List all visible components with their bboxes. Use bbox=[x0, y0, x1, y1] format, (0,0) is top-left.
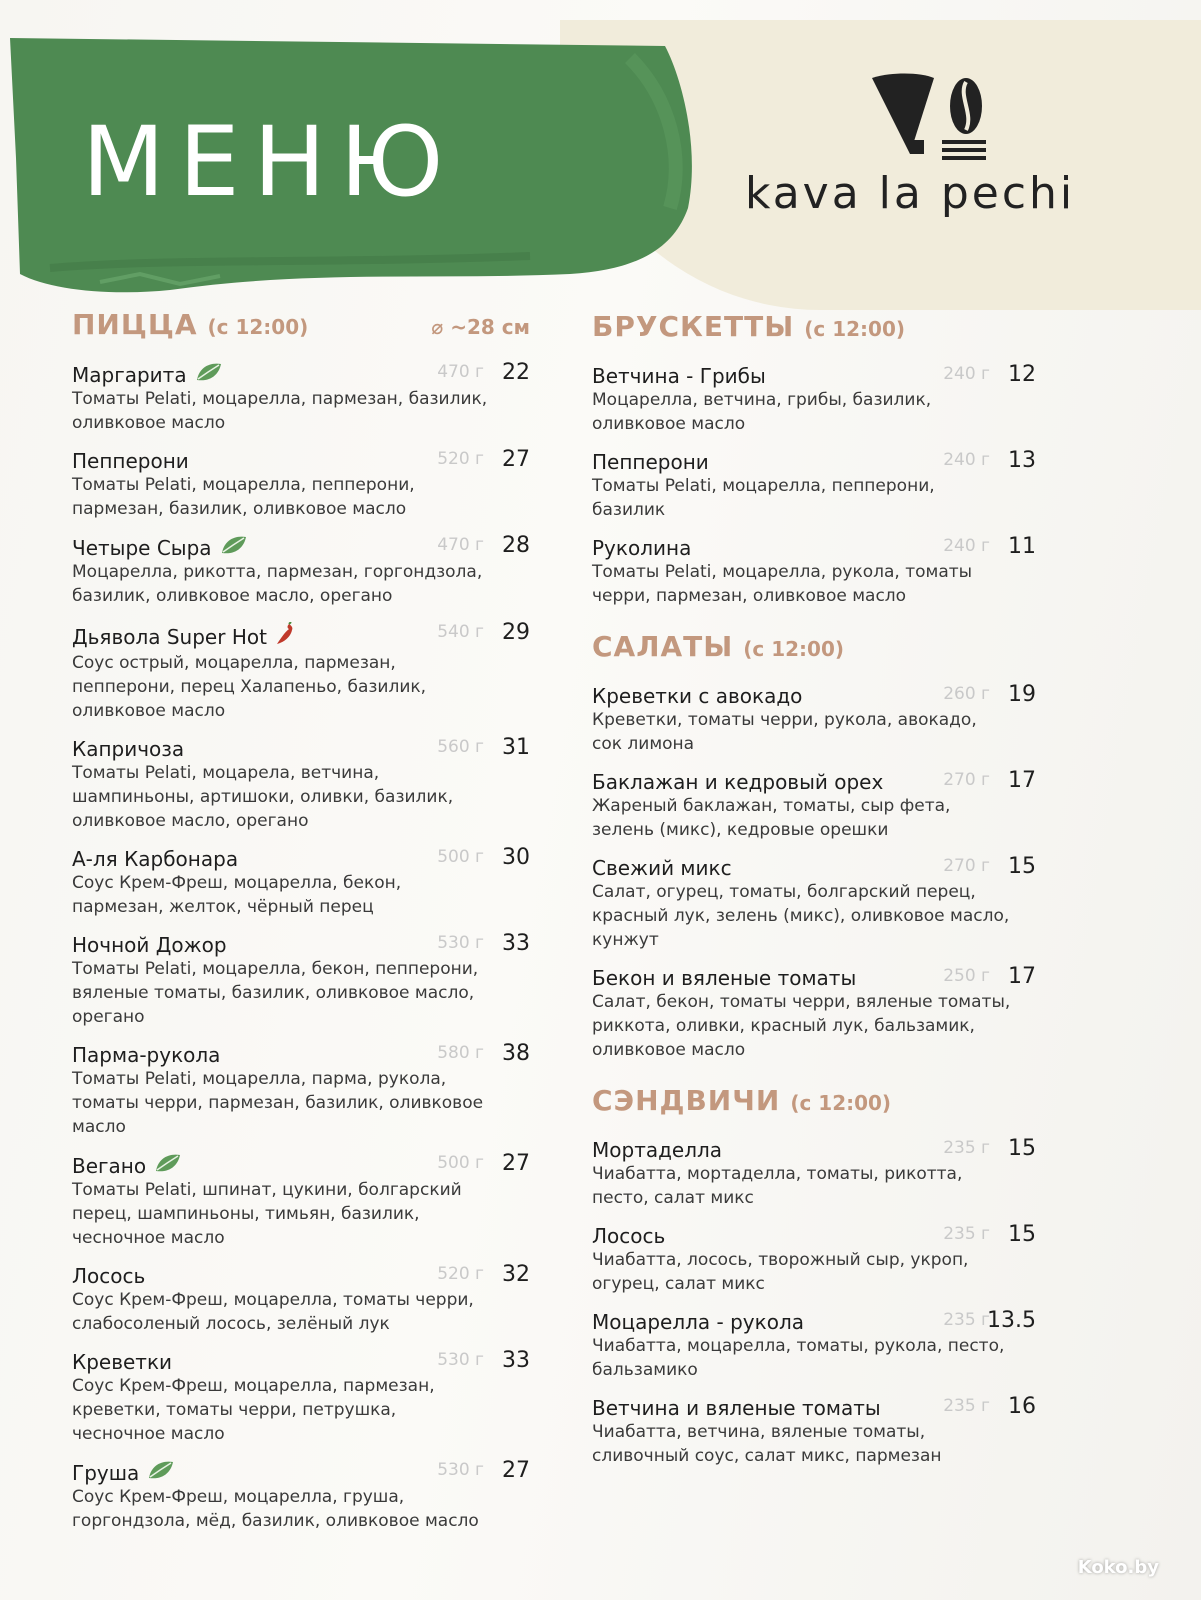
item-description: Томаты Pelati, моцарелла, парма, рукола, томаты черри, пармезан, базилик, оливковое масло bbox=[72, 1069, 484, 1137]
item-name bbox=[72, 449, 189, 473]
item-weight: 270 г bbox=[943, 770, 990, 790]
menu-item bbox=[592, 856, 1062, 952]
menu-item bbox=[592, 1310, 1062, 1382]
item-name bbox=[72, 1350, 172, 1374]
leaf-icon bbox=[154, 1153, 182, 1178]
item-name-text: Парма-рукола bbox=[72, 1043, 221, 1067]
bruschetta-section bbox=[592, 310, 1062, 608]
sandwiches-header bbox=[592, 1084, 1062, 1124]
salads-title: САЛАТЫ bbox=[592, 630, 734, 663]
item-description: Чиабатта, ветчина, вяленые томаты, сливочный соус, салат микс, пармезан bbox=[592, 1422, 942, 1466]
item-description: Соус Крем-Фреш, моцарелла, бекон, пармезан, желток, чёрный перец bbox=[72, 873, 402, 917]
chili-icon bbox=[275, 622, 295, 651]
item-name-text: Баклажан и кедровый орех bbox=[592, 770, 884, 794]
item-weight: 260 г bbox=[943, 684, 990, 704]
item-name bbox=[592, 1310, 804, 1334]
right-column bbox=[592, 310, 1062, 1490]
item-description: Томаты Pelati, моцарелла, рукола, томаты черри, пармезан, оливковое масло bbox=[592, 562, 973, 606]
salads-time: (с 12:00) bbox=[743, 637, 845, 661]
item-price: 15 bbox=[1008, 1222, 1036, 1247]
left-column bbox=[72, 308, 542, 1555]
item-weight: 520 г bbox=[437, 1264, 484, 1284]
item-price: 17 bbox=[1008, 964, 1036, 989]
pizza-coffee-logo-icon bbox=[870, 70, 1000, 170]
item-description: Соус Крем-Фреш, моцарелла, томаты черри, слабосоленый лосось, зелёный лук bbox=[72, 1290, 474, 1334]
item-weight: 470 г bbox=[437, 535, 484, 555]
menu-title: МЕНЮ bbox=[82, 106, 458, 218]
item-name bbox=[72, 737, 184, 761]
item-description: Жареный баклажан, томаты, сыр фета, зелень (микс), кедровые орешки bbox=[592, 796, 951, 840]
leaf-icon bbox=[220, 535, 248, 560]
item-description: Томаты Pelati, шпинат, цукини, болгарский перец, шампиньоны, тимьян, базилик, чесночное масло bbox=[72, 1180, 462, 1248]
menu-item bbox=[72, 847, 542, 919]
pizza-time: (с 12:00) bbox=[207, 315, 309, 339]
menu-item bbox=[592, 450, 1062, 522]
item-weight: 235 г bbox=[943, 1138, 990, 1158]
item-price: 33 bbox=[502, 931, 530, 956]
item-name bbox=[592, 1138, 722, 1162]
item-price: 13.5 bbox=[987, 1308, 1036, 1333]
item-name-text: Маргарита bbox=[72, 362, 187, 387]
item-description: Чиабатта, мортаделла, томаты, рикотта, песто, салат микс bbox=[592, 1164, 963, 1208]
bruschetta-list bbox=[592, 364, 1062, 608]
item-description: Томаты Pelati, моцарела, ветчина, шампиньоны, артишоки, оливки, базилик, оливковое масло, орегано bbox=[72, 763, 454, 831]
salads-list bbox=[592, 684, 1062, 1062]
item-weight: 520 г bbox=[437, 449, 484, 469]
item-price: 19 bbox=[1008, 682, 1036, 707]
pizza-title: ПИЦЦА bbox=[72, 308, 198, 341]
item-name-text: Ночной Дожор bbox=[72, 933, 227, 957]
pizza-list bbox=[72, 362, 542, 1533]
item-name bbox=[592, 1396, 881, 1420]
salads-section bbox=[592, 630, 1062, 1062]
item-price: 27 bbox=[502, 1458, 530, 1483]
pizza-size: ⌀ ~28 см bbox=[431, 315, 530, 339]
bruschetta-title: БРУСКЕТТЫ bbox=[592, 310, 795, 343]
item-name-text: Четыре Сыра bbox=[72, 535, 212, 560]
menu-item bbox=[592, 1138, 1062, 1210]
item-name-text: Вегано bbox=[72, 1153, 147, 1178]
item-price: 32 bbox=[502, 1262, 530, 1287]
item-description: Соус острый, моцарелла, пармезан, пепперони, перец Халапеньо, базилик, оливковое масло bbox=[72, 653, 427, 721]
menu-item bbox=[592, 1224, 1062, 1296]
pizza-section bbox=[72, 308, 542, 1533]
item-price: 38 bbox=[502, 1041, 530, 1066]
menu-item bbox=[592, 966, 1062, 1062]
pizza-header bbox=[72, 308, 542, 348]
menu-item bbox=[72, 362, 542, 435]
item-weight: 235 г bbox=[943, 1224, 990, 1244]
item-description: Томаты Pelati, моцарелла, пепперони, пармезан, базилик, оливковое масло bbox=[72, 475, 415, 519]
menu-item bbox=[72, 1460, 542, 1533]
menu-item bbox=[592, 536, 1062, 608]
item-name bbox=[592, 856, 732, 880]
item-price: 13 bbox=[1008, 448, 1036, 473]
item-name bbox=[592, 966, 856, 990]
menu-item bbox=[72, 737, 542, 833]
item-description: Томаты Pelati, моцарелла, пармезан, базилик, оливковое масло bbox=[72, 389, 488, 433]
item-price: 15 bbox=[1008, 1136, 1036, 1161]
item-description: Моцарелла, рикотта, пармезан, горгондзола, базилик, оливковое масло, орегано bbox=[72, 562, 483, 606]
menu-item bbox=[72, 933, 542, 1029]
item-name-text: Пепперони bbox=[592, 450, 709, 474]
item-price: 16 bbox=[1008, 1394, 1036, 1419]
menu-item bbox=[72, 449, 542, 521]
item-name bbox=[72, 622, 295, 651]
sandwiches-section bbox=[592, 1084, 1062, 1468]
menu-item bbox=[72, 1043, 542, 1139]
sandwiches-list bbox=[592, 1138, 1062, 1468]
item-name-text: Груша bbox=[72, 1460, 140, 1485]
menu-item bbox=[72, 1350, 542, 1446]
item-price: 12 bbox=[1008, 362, 1036, 387]
item-name bbox=[72, 1153, 182, 1178]
item-price: 17 bbox=[1008, 768, 1036, 793]
item-weight: 530 г bbox=[437, 933, 484, 953]
item-price: 22 bbox=[502, 360, 530, 385]
item-price: 27 bbox=[502, 447, 530, 472]
menu-item bbox=[592, 684, 1062, 756]
watermark: Koko.by bbox=[1077, 1557, 1159, 1578]
item-description: Салат, бекон, томаты черри, вяленые томаты, риккота, оливки, красный лук, бальзамик, оливковое масло bbox=[592, 992, 1011, 1060]
item-weight: 500 г bbox=[437, 1153, 484, 1173]
item-name-text: Мортаделла bbox=[592, 1138, 723, 1162]
item-price: 15 bbox=[1008, 854, 1036, 879]
item-weight: 540 г bbox=[437, 622, 484, 642]
item-name-text: Ветчина - Грибы bbox=[592, 364, 766, 388]
menu-item bbox=[592, 364, 1062, 436]
item-weight: 240 г bbox=[943, 450, 990, 470]
item-name-text: Свежий микс bbox=[592, 856, 732, 880]
item-weight: 530 г bbox=[437, 1460, 484, 1480]
item-price: 28 bbox=[502, 533, 530, 558]
leaf-icon bbox=[147, 1460, 175, 1485]
item-price: 29 bbox=[502, 620, 530, 645]
item-name-text: Пепперони bbox=[72, 449, 189, 473]
item-name bbox=[592, 364, 766, 388]
menu-item bbox=[592, 1396, 1062, 1468]
menu-item bbox=[592, 770, 1062, 842]
item-weight: 235 г bbox=[943, 1396, 990, 1416]
item-name bbox=[72, 1043, 220, 1067]
item-description: Салат, огурец, томаты, болгарский перец, красный лук, зелень (микс), оливковое масло, кунжут bbox=[592, 882, 1010, 950]
leaf-icon bbox=[195, 362, 223, 387]
item-name-text: Капричоза bbox=[72, 737, 185, 761]
menu-item bbox=[72, 622, 542, 723]
item-description: Томаты Pelati, моцарелла, пепперони, базилик bbox=[592, 476, 935, 520]
item-name-text: Креветки bbox=[72, 1350, 173, 1374]
item-name-text: Бекон и вяленые томаты bbox=[592, 966, 857, 990]
item-weight: 235 г bbox=[943, 1310, 990, 1330]
item-weight: 580 г bbox=[437, 1043, 484, 1063]
item-weight: 560 г bbox=[437, 737, 484, 757]
item-name bbox=[72, 535, 248, 560]
bruschetta-header bbox=[592, 310, 1062, 350]
item-weight: 270 г bbox=[943, 856, 990, 876]
item-weight: 240 г bbox=[943, 364, 990, 384]
item-name bbox=[592, 1224, 665, 1248]
item-name-text: Лосось bbox=[592, 1224, 666, 1248]
item-name-text: Ветчина и вяленые томаты bbox=[592, 1396, 881, 1420]
item-name-text: Руколина bbox=[592, 536, 692, 560]
item-name bbox=[72, 847, 238, 871]
bruschetta-time: (с 12:00) bbox=[804, 317, 905, 341]
item-name-text: Дьявола Super Hot bbox=[72, 624, 267, 649]
item-name-text: Лосось bbox=[72, 1264, 146, 1288]
item-price: 11 bbox=[1008, 534, 1036, 559]
item-name-text: Креветки с авокадо bbox=[592, 684, 803, 708]
sandwiches-time: (с 12:00) bbox=[790, 1091, 892, 1115]
item-weight: 500 г bbox=[437, 847, 484, 867]
item-description: Чиабатта, лосось, творожный сыр, укроп, огурец, салат микс bbox=[592, 1250, 969, 1294]
item-price: 33 bbox=[502, 1348, 530, 1373]
item-name bbox=[592, 450, 709, 474]
item-description: Чиабатта, моцарелла, томаты, рукола, песто, бальзамико bbox=[592, 1336, 1005, 1380]
item-description: Моцарелла, ветчина, грибы, базилик, оливковое масло bbox=[592, 390, 932, 434]
item-description: Креветки, томаты черри, рукола, авокадо, сок лимона bbox=[592, 710, 977, 754]
item-name bbox=[72, 933, 227, 957]
item-name-text: А-ля Карбонара bbox=[72, 847, 239, 871]
item-price: 30 bbox=[502, 845, 530, 870]
menu-item bbox=[72, 1264, 542, 1336]
item-name bbox=[592, 684, 802, 708]
menu-item bbox=[72, 1153, 542, 1250]
item-price: 27 bbox=[502, 1151, 530, 1176]
item-name bbox=[592, 536, 691, 560]
item-name bbox=[72, 362, 223, 387]
item-name bbox=[72, 1264, 145, 1288]
item-price: 31 bbox=[502, 735, 530, 760]
item-name-text: Моцарелла - рукола bbox=[592, 1310, 805, 1334]
item-name bbox=[592, 770, 883, 794]
menu-item bbox=[72, 535, 542, 608]
item-weight: 470 г bbox=[437, 362, 484, 382]
brand-name: kava la pechi bbox=[745, 168, 1076, 219]
item-description: Томаты Pelati, моцарелла, бекон, пепперони, вяленые томаты, базилик, оливковое масло, орегано bbox=[72, 959, 479, 1027]
item-description: Соус Крем-Фреш, моцарелла, груша, горгондзола, мёд, базилик, оливковое масло bbox=[72, 1487, 479, 1531]
salads-header bbox=[592, 630, 1062, 670]
item-weight: 240 г bbox=[943, 536, 990, 556]
item-weight: 530 г bbox=[437, 1350, 484, 1370]
item-name bbox=[72, 1460, 175, 1485]
sandwiches-title: СЭНДВИЧИ bbox=[592, 1084, 781, 1117]
item-weight: 250 г bbox=[943, 966, 990, 986]
item-description: Соус Крем-Фреш, моцарелла, пармезан, креветки, томаты черри, петрушка, чесночное масло bbox=[72, 1376, 435, 1444]
